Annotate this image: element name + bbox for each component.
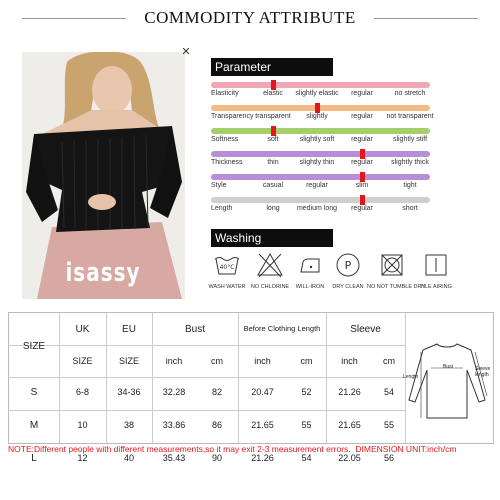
- table-group-header: Bust: [184, 324, 205, 335]
- parameter-bar: [211, 151, 430, 157]
- parameter-option: soft: [267, 136, 279, 143]
- table-cell: 21.65: [251, 420, 274, 430]
- parameter-name: Softness: [211, 136, 239, 143]
- table-size-cell: M: [29, 420, 39, 431]
- dry-clean-icon: [333, 250, 363, 280]
- parameter-bar: [211, 197, 430, 203]
- table-cell: 21.26: [338, 387, 361, 397]
- measurement-note: [8, 444, 456, 454]
- selected-marker: [315, 103, 320, 113]
- table-cell: 20.47: [251, 387, 274, 397]
- table-group-header: EU: [122, 324, 136, 335]
- table-cell: 33.86: [162, 420, 186, 430]
- parameter-name: Transparency: [211, 113, 254, 120]
- table-cell: 32.28: [162, 387, 186, 397]
- parameter-option: slim: [355, 182, 369, 189]
- parameter-name: Thickness: [211, 159, 243, 166]
- washing-label: NO CHLORINE: [250, 284, 290, 290]
- parameter-option: regular: [351, 113, 373, 120]
- selected-marker: [360, 149, 365, 159]
- table-cell: 22.05: [338, 453, 361, 463]
- parameter-option: casual: [262, 182, 284, 189]
- parameter-option: elastic: [263, 90, 283, 97]
- parameter-option: slightly stiff: [392, 136, 428, 143]
- washing-label: DRY CLEAN: [332, 284, 364, 290]
- table-divider: [9, 410, 405, 411]
- table-cell: 54: [383, 387, 394, 397]
- table-cell: 34-36: [117, 387, 141, 397]
- selected-marker: [360, 172, 365, 182]
- table-subheader: inch: [341, 356, 358, 366]
- table-group-header: UK: [75, 324, 90, 335]
- iron-icon: [295, 250, 325, 280]
- table-subheader: inch: [165, 356, 183, 366]
- table-cell: 10: [77, 420, 88, 430]
- parameter-option: regular: [351, 205, 373, 212]
- brand-logo-icon: ✕: [181, 46, 191, 58]
- svg-text:P: P: [344, 259, 352, 272]
- parameter-name: Length: [211, 205, 233, 212]
- table-cell: 86: [211, 420, 222, 430]
- diagram-sleeve-label: Sleeve length: [475, 366, 491, 378]
- parameter-option: short: [402, 205, 418, 212]
- parameter-bar: [211, 174, 430, 180]
- tile-airing-icon: [421, 250, 451, 280]
- diagram-length-label: Length: [403, 374, 419, 380]
- table-divider: [9, 377, 405, 378]
- sweater-outline-icon: [403, 330, 491, 430]
- parameter-option: regular: [351, 159, 373, 166]
- no-tumble-dry-icon: [377, 250, 407, 280]
- table-cell: 40: [123, 453, 134, 463]
- table-cell: 12: [77, 453, 88, 463]
- table-subheader: cm: [211, 356, 223, 366]
- washing-label: TILE AIRING: [420, 284, 452, 290]
- size-label: SIZE: [22, 341, 46, 352]
- note-unit: DIMENSION UNIT:inch/cm: [355, 444, 457, 454]
- parameter-option: long: [266, 205, 280, 212]
- table-subheader: inch: [254, 356, 271, 366]
- table-cell: 90: [211, 453, 222, 463]
- table-group-header: Before Clothing Length: [243, 324, 321, 333]
- table-subheader: cm: [300, 356, 313, 366]
- washing-label: WASH WATER: [208, 284, 246, 290]
- parameter-name: Style: [211, 182, 227, 189]
- page-title: COMMODITY ATTRIBUTE: [144, 8, 356, 27]
- table-cell: 21.26: [251, 453, 274, 463]
- no-chlorine-icon: [255, 250, 285, 280]
- selected-marker: [271, 80, 276, 90]
- washing-label: WILL-IRON: [295, 284, 325, 290]
- parameter-option: regular: [351, 136, 373, 143]
- parameter-bar: [211, 128, 430, 134]
- table-cell: 6-8: [75, 387, 89, 397]
- table-cell: 21.65: [338, 420, 361, 430]
- parameter-option: slightly thick: [391, 159, 429, 166]
- table-divider: [9, 345, 405, 346]
- svg-text:40°C: 40°C: [219, 264, 235, 271]
- diagram-bust-label: Bust: [443, 364, 454, 370]
- table-group-header: Sleeve: [350, 324, 381, 335]
- washing-header: Washing: [211, 229, 333, 247]
- parameter-name: Elasticity: [211, 90, 239, 97]
- table-cell: 56: [383, 453, 394, 463]
- table-cell: 82: [211, 387, 222, 397]
- parameter-option: slightly soft: [299, 136, 335, 143]
- table-cell: 54: [301, 453, 312, 463]
- parameter-option: no stretch: [394, 90, 426, 97]
- table-cell: 38: [123, 420, 134, 430]
- selected-marker: [360, 195, 365, 205]
- parameter-option: thin: [267, 159, 279, 166]
- table-subheader: SIZE: [118, 356, 139, 366]
- note-text: Different people with different measurements,so it may exit 2-3 measurement errors.: [33, 444, 351, 454]
- garment-diagram: [403, 330, 491, 430]
- table-cell: 52: [301, 387, 312, 397]
- table-cell: 35.43: [162, 453, 186, 463]
- table-subheader: cm: [383, 356, 395, 366]
- wash-water-icon: [212, 250, 242, 280]
- parameter-option: regular: [306, 182, 328, 189]
- parameter-option: tight: [403, 182, 417, 189]
- parameter-option: slightly thin: [299, 159, 335, 166]
- parameter-bar: [211, 105, 430, 111]
- washing-label: NO NOT TUMBLE DRY: [367, 284, 426, 290]
- parameter-option: medium long: [296, 205, 338, 212]
- parameter-header: Parameter: [211, 58, 333, 76]
- note-prefix: NOTE:: [8, 444, 34, 454]
- selected-marker: [271, 126, 276, 136]
- table-cell: 55: [301, 420, 312, 430]
- parameter-option: transparent: [255, 113, 291, 120]
- table-subheader: SIZE: [72, 356, 93, 366]
- parameter-option: not transparent: [386, 113, 434, 120]
- table-cell: 55: [383, 420, 394, 430]
- parameter-option: slightly elastic: [295, 90, 339, 97]
- parameter-option: slightly: [306, 113, 328, 120]
- parameter-option: regular: [351, 90, 373, 97]
- parameter-bar: [211, 82, 430, 88]
- table-size-cell: L: [31, 453, 37, 464]
- table-size-cell: S: [30, 387, 38, 398]
- brand-watermark: isassy: [65, 256, 141, 288]
